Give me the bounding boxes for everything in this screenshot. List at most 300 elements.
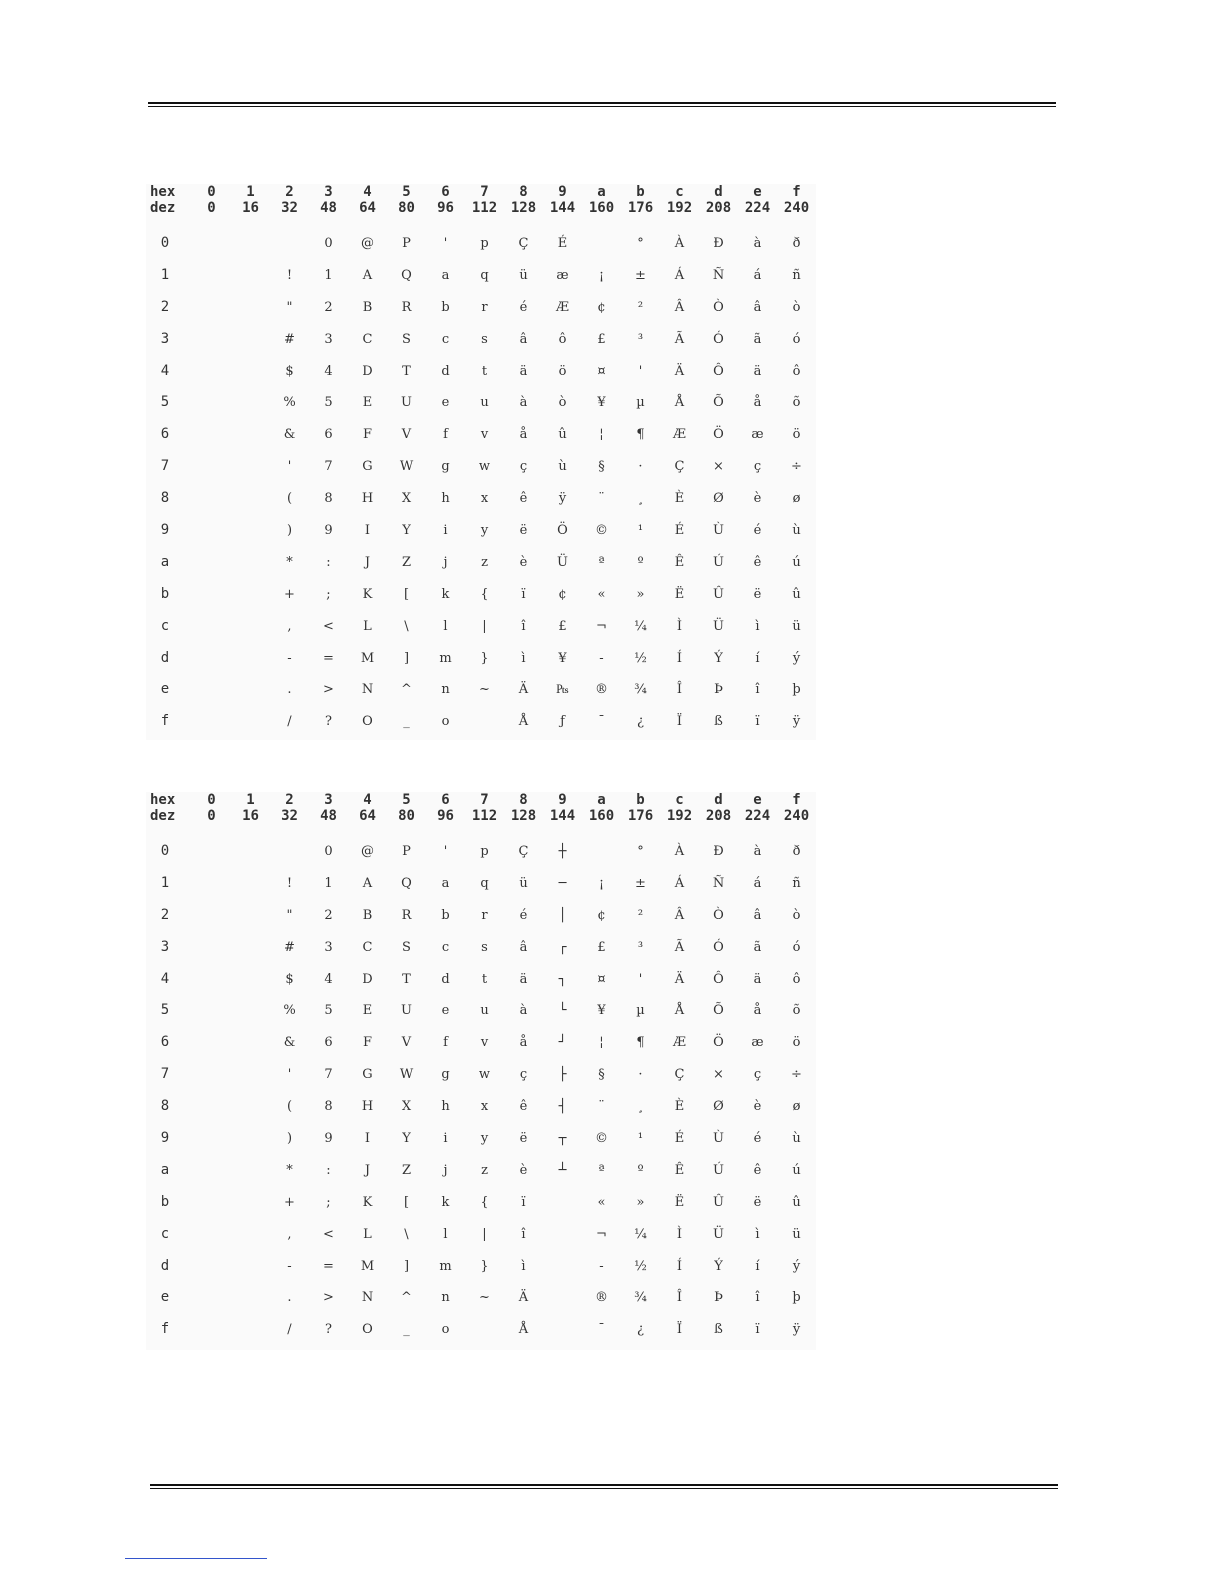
char-cell [192, 1155, 231, 1187]
char-cell: ¼ [634, 618, 647, 634]
char-cell: x [480, 1099, 489, 1115]
char-cell [192, 228, 231, 260]
char-cell: G [362, 1067, 373, 1083]
char-cell: 2 [324, 299, 333, 315]
char-cell: µ [636, 395, 645, 411]
char-cell: Ç [518, 236, 529, 251]
hex-column-label: 1 [246, 184, 255, 200]
char-cell [192, 260, 231, 292]
hex-column-label: 9 [558, 792, 567, 808]
char-cell [192, 868, 231, 900]
char-cell: Ê [674, 554, 685, 570]
char-cell: £ [558, 618, 567, 634]
char-cell: ¡ [598, 267, 605, 283]
char-cell: ° [637, 236, 644, 251]
char-cell: ó [792, 331, 801, 347]
char-cell: v [480, 1035, 489, 1051]
char-cell: ) [286, 523, 293, 539]
row-label: b [160, 1193, 170, 1210]
char-cell: h [441, 491, 450, 507]
char-cell: B [362, 907, 373, 923]
char-cell: Â [674, 907, 685, 923]
char-cell: ┬ [558, 1131, 567, 1147]
char-cell: ? [325, 1322, 332, 1338]
char-cell: è [519, 554, 528, 570]
char-cell: Ù [713, 523, 724, 539]
char-cell: ã [753, 939, 762, 955]
char-cell: ò [558, 395, 567, 411]
char-cell: Ü [713, 1226, 724, 1242]
char-cell: a [441, 267, 450, 283]
char-cell: ² [637, 299, 644, 315]
char-cell [231, 836, 270, 868]
char-cell: U [401, 1003, 412, 1019]
char-cell: e [441, 1003, 450, 1019]
char-cell: $ [285, 971, 294, 987]
char-cell: y [480, 523, 489, 539]
char-cell: + [284, 1194, 295, 1210]
char-cell: ¡ [598, 875, 605, 891]
char-cell: á [753, 267, 762, 283]
char-cell: - [599, 1258, 604, 1274]
char-cell: S [402, 939, 411, 955]
char-cell: ┐ [558, 971, 567, 987]
char-cell: 0 [324, 236, 333, 251]
char-cell: ƒ [560, 714, 565, 730]
hex-column-label: f [792, 792, 801, 808]
char-cell: Î [676, 682, 683, 698]
char-cell: B [362, 299, 373, 315]
char-cell [231, 387, 270, 419]
char-cell: ð [792, 844, 801, 859]
char-cell: E [362, 395, 373, 411]
char-cell: / [287, 1322, 292, 1338]
char-cell: ÿ [558, 491, 567, 507]
char-cell: Ú [713, 554, 724, 570]
char-cell: ¤ [597, 971, 606, 987]
char-cell: ' [443, 236, 448, 251]
char-cell: Á [674, 267, 685, 283]
char-cell [231, 706, 270, 738]
char-cell [192, 1282, 231, 1314]
hex-column-label: 3 [324, 184, 333, 200]
char-cell: ® [595, 1290, 608, 1306]
dec-column-label: 144 [549, 200, 576, 216]
char-cell: * [286, 1162, 293, 1178]
char-cell: Ò [713, 299, 724, 315]
char-cell: # [284, 939, 295, 955]
char-cell: m [439, 1258, 452, 1274]
char-cell: | [482, 1226, 487, 1242]
char-cell: = [323, 650, 334, 666]
char-cell [231, 1091, 270, 1123]
char-cell: f [443, 427, 448, 443]
char-cell: Ç [674, 459, 685, 475]
char-cell: è [753, 491, 762, 507]
char-cell: æ [751, 1035, 764, 1051]
char-cell: Ô [713, 363, 724, 379]
char-cell [231, 547, 270, 579]
char-cell [192, 643, 231, 675]
char-cell: N [361, 1290, 374, 1306]
char-cell: M [360, 1258, 375, 1274]
dec-column-label: 192 [666, 200, 693, 216]
row-label: b [160, 585, 170, 602]
hex-column-label: d [714, 184, 723, 200]
row-label: 2 [160, 298, 170, 315]
hex-column-label: 0 [207, 184, 216, 200]
char-cell: À [674, 236, 685, 251]
char-cell: é [519, 299, 528, 315]
char-cell: ä [753, 363, 762, 379]
char-cell: î [755, 682, 760, 698]
char-cell: Ì [676, 1226, 683, 1242]
char-cell: ú [792, 1162, 801, 1178]
row-label: d [160, 1257, 170, 1274]
char-cell [192, 292, 231, 324]
char-cell: └ [558, 1003, 567, 1019]
char-cell: ¥ [597, 395, 606, 411]
dec-column-label: 176 [627, 200, 654, 216]
hex-column-label: a [597, 792, 606, 808]
char-cell: t [481, 971, 488, 987]
char-cell: - [599, 650, 604, 666]
char-cell: K [362, 1194, 373, 1210]
char-cell: ò [792, 907, 801, 923]
char-cell: Ñ [712, 875, 725, 891]
char-cell [192, 324, 231, 356]
char-cell: ² [637, 907, 644, 923]
row-label: 5 [160, 394, 170, 411]
char-cell: 3 [324, 331, 333, 347]
char-cell: Ó [713, 331, 724, 347]
char-cell: K [362, 586, 373, 602]
char-cell: ½ [634, 1258, 647, 1274]
char-cell: î [755, 1290, 760, 1306]
char-cell: ì [521, 650, 526, 666]
char-cell [582, 836, 621, 868]
row-label: 3 [160, 330, 170, 347]
char-cell: ¯ [598, 714, 605, 730]
row-label: 3 [160, 938, 170, 955]
hex-column-label: 7 [480, 184, 489, 200]
char-cell [192, 674, 231, 706]
char-cell: - [287, 1258, 292, 1274]
hex-column-label: 0 [207, 792, 216, 808]
char-cell: # [284, 331, 295, 347]
char-cell: w [478, 1067, 491, 1083]
char-cell: q [480, 267, 489, 283]
char-cell [231, 900, 270, 932]
char-cell [231, 260, 270, 292]
char-cell: ¸ [637, 1099, 644, 1115]
char-cell: " [286, 907, 293, 923]
char-cell [192, 836, 231, 868]
char-cell: W [399, 459, 414, 475]
char-cell [231, 1251, 270, 1283]
row-label: d [160, 649, 170, 666]
char-cell: d [441, 971, 450, 987]
char-cell: § [598, 459, 605, 475]
char-cell: r [481, 907, 488, 923]
char-cell: ¥ [597, 1003, 606, 1019]
char-cell: : [326, 1162, 331, 1178]
char-cell: g [441, 459, 450, 475]
char-cell: t [481, 363, 488, 379]
char-cell: » [636, 586, 645, 602]
char-cell: ï [521, 586, 526, 602]
char-cell: F [362, 427, 373, 443]
char-cell: ß [714, 714, 723, 730]
dec-column-label: 48 [320, 200, 337, 216]
char-cell: â [753, 907, 762, 923]
char-cell: o [441, 1322, 450, 1338]
char-cell: û [792, 586, 801, 602]
char-cell: ç [753, 1067, 762, 1083]
char-cell: 4 [324, 363, 333, 379]
hex-column-label: c [675, 184, 684, 200]
char-cell: ¶ [636, 1035, 645, 1051]
char-cell: Ã [674, 939, 685, 955]
char-cell [192, 387, 231, 419]
char-cell [582, 228, 621, 260]
char-cell: õ [792, 1003, 801, 1019]
char-cell: É [557, 236, 568, 251]
header-rule [148, 102, 1056, 107]
row-label: 1 [160, 874, 170, 891]
char-cell: l [443, 618, 448, 634]
char-cell: ¦ [599, 1035, 604, 1051]
char-cell: ¢ [597, 907, 606, 923]
char-cell [231, 228, 270, 260]
char-cell: Ü [713, 618, 724, 634]
char-cell: ø [792, 491, 801, 507]
dec-column-label: 80 [398, 808, 415, 824]
char-cell: u [480, 395, 489, 411]
char-cell: P [402, 844, 411, 859]
char-cell: 1 [324, 875, 333, 891]
char-cell [192, 706, 231, 738]
row-label: f [160, 1321, 170, 1338]
char-cell: ü [519, 267, 528, 283]
char-cell: ( [286, 491, 293, 507]
char-cell: ú [792, 554, 801, 570]
char-cell: k [441, 1194, 450, 1210]
char-cell: þ [792, 682, 801, 698]
hex-label: hex [150, 184, 176, 200]
char-cell: á [753, 875, 762, 891]
dec-column-label: 112 [471, 808, 498, 824]
char-cell: : [326, 554, 331, 570]
char-cell: \ [404, 1226, 409, 1242]
char-cell: ì [755, 618, 760, 634]
char-cell: ø [792, 1099, 801, 1115]
char-cell: ; [326, 586, 331, 602]
char-cell: b [441, 907, 450, 923]
row-label: 6 [160, 1034, 170, 1051]
char-cell: ç [753, 459, 762, 475]
char-cell: * [286, 554, 293, 570]
char-cell: û [558, 427, 567, 443]
char-cell: å [753, 395, 762, 411]
char-cell: [ [403, 1194, 410, 1210]
char-cell: é [753, 1131, 762, 1147]
char-cell: ï [521, 1194, 526, 1210]
char-cell: ê [519, 1099, 528, 1115]
char-cell: R [401, 907, 412, 923]
char-cell: ┘ [558, 1035, 567, 1051]
char-cell: ┼ [558, 844, 567, 859]
char-cell: O [362, 1322, 373, 1338]
char-cell: f [443, 1035, 448, 1051]
char-cell: · [638, 459, 643, 475]
char-cell: " [286, 299, 293, 315]
char-cell: j [443, 554, 448, 570]
char-cell: Y [402, 523, 411, 539]
char-cell: _ [403, 714, 410, 730]
char-cell: A [362, 875, 373, 891]
char-cell: O [362, 714, 373, 730]
hex-column-label: 8 [519, 792, 528, 808]
char-cell: « [597, 1194, 606, 1210]
char-cell: s [481, 939, 488, 955]
row-label: 1 [160, 266, 170, 283]
char-cell: ® [595, 682, 608, 698]
char-cell: @ [361, 236, 374, 251]
char-cell: Þ [714, 1290, 723, 1306]
char-cell: D [362, 363, 373, 379]
char-cell [192, 547, 231, 579]
hex-label: hex [150, 792, 176, 808]
dec-column-label: 80 [398, 200, 415, 216]
char-cell: ù [558, 459, 567, 475]
char-cell [543, 1314, 582, 1346]
char-cell: ò [792, 299, 801, 315]
char-cell: 2 [324, 907, 333, 923]
char-cell: þ [792, 1290, 801, 1306]
char-cell [231, 1282, 270, 1314]
char-cell: û [792, 1194, 801, 1210]
char-cell: § [598, 1067, 605, 1083]
hex-column-label: 1 [246, 792, 255, 808]
char-cell: ë [519, 1131, 528, 1147]
char-cell [231, 1123, 270, 1155]
char-cell: ý [792, 1258, 801, 1274]
char-cell: C [362, 331, 373, 347]
char-cell: ' [638, 971, 643, 987]
row-label: 9 [160, 522, 170, 539]
char-cell: à [753, 236, 762, 251]
char-cell: A [362, 267, 373, 283]
char-cell: ü [792, 618, 801, 634]
row-label: 7 [160, 458, 170, 475]
char-cell: ¹ [637, 1131, 644, 1147]
char-cell: ¥ [558, 650, 567, 666]
dec-column-label: 64 [359, 808, 376, 824]
char-cell: / [287, 714, 292, 730]
hex-column-label: e [753, 792, 762, 808]
char-cell: Î [676, 1290, 683, 1306]
char-cell: X [401, 1099, 412, 1115]
char-cell: ) [286, 1131, 293, 1147]
char-cell: y [480, 1131, 489, 1147]
char-cell [231, 419, 270, 451]
char-cell: ä [519, 363, 528, 379]
char-cell: ° [637, 844, 644, 859]
char-cell: × [713, 459, 724, 475]
char-cell: ñ [792, 875, 801, 891]
hex-column-label: 8 [519, 184, 528, 200]
hex-column-label: 2 [285, 792, 294, 808]
dec-column-label: 240 [783, 200, 810, 216]
char-cell: Ù [713, 1131, 724, 1147]
char-cell: × [713, 1067, 724, 1083]
char-cell: ¦ [599, 427, 604, 443]
char-cell: Ô [713, 971, 724, 987]
char-cell: & [283, 1035, 296, 1051]
row-label: 8 [160, 1098, 170, 1115]
char-cell: ├ [558, 1067, 567, 1083]
char-cell: É [674, 1131, 685, 1147]
hex-header-row [146, 184, 816, 200]
char-cell: ¬ [596, 1226, 607, 1242]
char-cell: { [480, 1194, 489, 1210]
char-cell: í [755, 650, 760, 666]
char-cell [231, 1059, 270, 1091]
char-cell: ù [792, 523, 801, 539]
dec-column-label: 96 [437, 808, 454, 824]
char-cell: Ä [674, 971, 685, 987]
char-cell: { [480, 586, 489, 602]
char-cell: à [519, 1003, 528, 1019]
char-cell: ' [287, 1067, 292, 1083]
char-cell: e [441, 395, 450, 411]
char-cell: Å [518, 1322, 529, 1338]
char-cell: Â [674, 299, 685, 315]
char-cell: ÷ [791, 459, 802, 475]
char-cell: ¢ [558, 586, 567, 602]
char-cell: 7 [324, 1067, 333, 1083]
char-cell: n [441, 682, 450, 698]
char-cell [192, 932, 231, 964]
char-cell: î [521, 1226, 526, 1242]
dec-column-label: 112 [471, 200, 498, 216]
hex-column-label: a [597, 184, 606, 200]
char-cell: Ó [713, 939, 724, 955]
dec-column-label: 224 [744, 200, 771, 216]
char-cell [192, 611, 231, 643]
char-cell [192, 1091, 231, 1123]
char-cell: [ [403, 586, 410, 602]
char-cell: , [287, 618, 292, 634]
char-cell [192, 1251, 231, 1283]
char-cell: Ø [713, 1099, 724, 1115]
char-cell [231, 868, 270, 900]
char-cell: º [637, 554, 644, 570]
char-cell: ' [638, 363, 643, 379]
char-cell [192, 1314, 231, 1346]
char-cell: N [361, 682, 374, 698]
char-cell: ¤ [597, 363, 606, 379]
dec-column-label: 160 [588, 200, 615, 216]
char-cell: ¾ [634, 1290, 647, 1306]
row-label: e [160, 681, 170, 698]
char-cell: S [402, 331, 411, 347]
char-cell: h [441, 1099, 450, 1115]
char-cell [192, 1059, 231, 1091]
char-cell [231, 611, 270, 643]
char-cell: ª [598, 554, 605, 570]
